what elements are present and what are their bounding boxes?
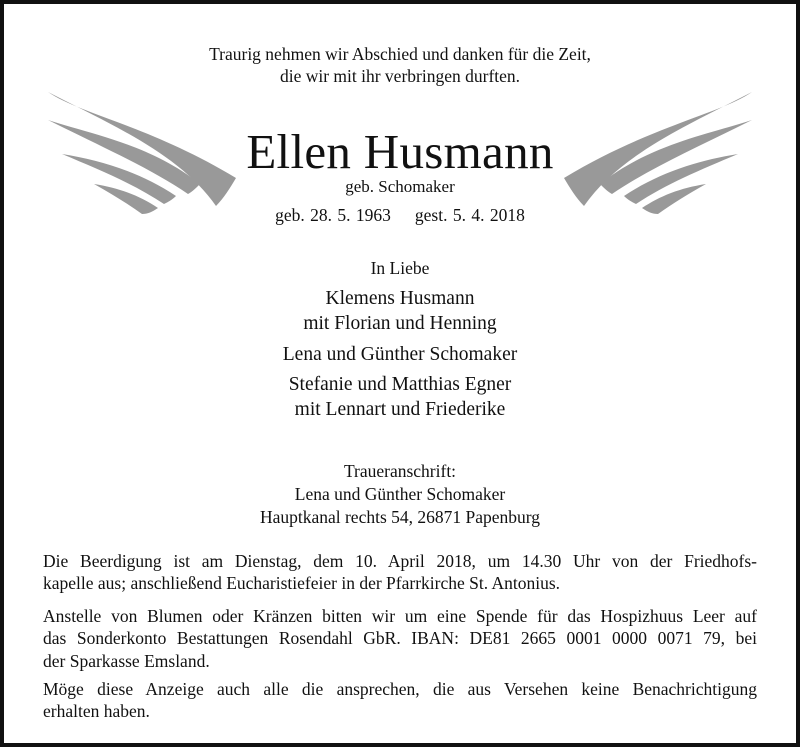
address-heading: Traueranschrift: [343, 461, 457, 481]
birth-date: geb. 28. 5. 1963 [275, 205, 391, 225]
paragraph-line: das Sonderkonto Bestattungen Rosendahl GbR. IBAN: DE81 2665 0001 0000 0071 79, bei [43, 628, 757, 649]
in-love-label: In Liebe [370, 258, 430, 278]
donation-paragraph [43, 605, 757, 672]
paragraph-line: Möge diese Anzeige auch alle die ansprechen, die aus Versehen keine Benachrichtigung [43, 679, 757, 699]
mourner-line: Lena und Günther Schomaker [282, 344, 518, 365]
deceased-name: Ellen Husmann [246, 124, 554, 179]
mourner-line: Klemens Husmann [325, 288, 475, 309]
life-dates [0, 203, 800, 227]
funeral-paragraph [43, 550, 757, 595]
paragraph-line: der Sparkasse Emsland. [43, 650, 210, 671]
intro-text [0, 43, 800, 87]
paragraph-line: Die Beerdigung ist am Dienstag, dem 10. April 2018, um 14.30 Uhr von der Friedhofs- [43, 551, 757, 571]
mourner-line: mit Lennart und Friederike [294, 398, 506, 420]
maiden-name: geb. Schomaker [345, 177, 455, 196]
address-name: Lena und Günther Schomaker [294, 484, 506, 504]
mourner-line: Stefanie und Matthias Egner [288, 374, 512, 395]
paragraph-line: erhalten haben. [43, 701, 150, 722]
intro-line: Traurig nehmen wir Abschied und danken für die Zeit, [209, 44, 591, 64]
notice-paragraph [43, 678, 757, 723]
mourner-line: mit Florian und Henning [303, 312, 497, 334]
address-street-city: Hauptkanal rechts 54, 26871 Papenburg [259, 507, 541, 527]
death-date: gest. 5. 4. 2018 [414, 205, 525, 225]
mourner-group [0, 287, 800, 336]
intro-line: die wir mit ihr verbringen durften. [279, 66, 521, 86]
paragraph-line: Anstelle von Blumen oder Kränzen bitten wir um eine Spende für das Hospizhuus Leer auf [43, 606, 757, 626]
mourning-address [0, 460, 800, 529]
paragraph-line: kapelle aus; anschließend Eucharistiefeier in der Pfarrkirche St. Antonius. [43, 573, 561, 594]
mourner-group [0, 373, 800, 422]
mourner-group [0, 343, 800, 368]
